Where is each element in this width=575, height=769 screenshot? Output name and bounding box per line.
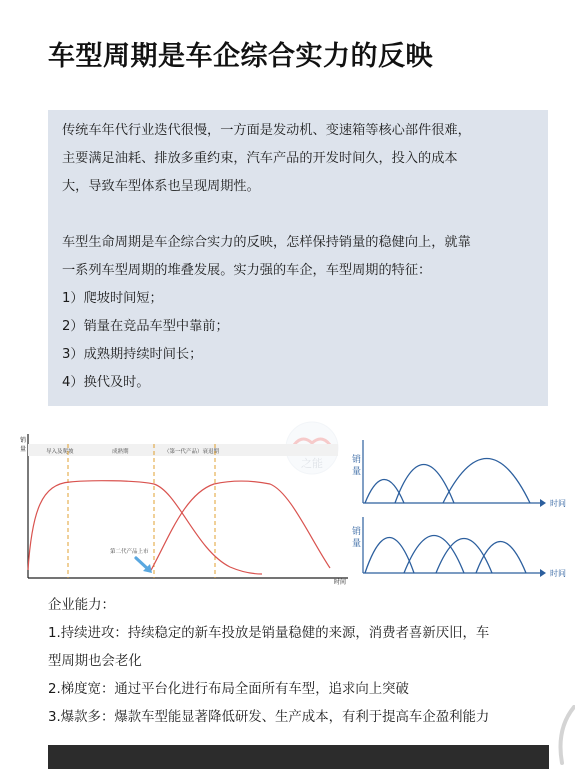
cycle-arc [404, 536, 464, 574]
cycle-arc [365, 480, 404, 504]
callout-line: 一系列车型周期的堆叠发展。实力强的车企，车型周期的特征： [62, 263, 432, 278]
y-axis-label-bottom: 量 [20, 446, 27, 453]
first-generation-curve [28, 481, 262, 574]
callout-list-item: 3）成熟期持续时间长； [62, 347, 203, 362]
ability-item: 型周期也会老化 [48, 654, 142, 669]
x-axis-label: 时间 [550, 569, 566, 578]
axis-arrow-icon [540, 569, 546, 577]
y-axis-label-bottom: 量 [352, 467, 362, 477]
cycle-arc [395, 465, 454, 504]
axis-arrow-icon [540, 499, 546, 507]
callout-list-item: 2）销量在竞品车型中靠前； [62, 319, 229, 334]
lifecycle-figure [18, 410, 575, 585]
phase-label-intro: 导入及爬坡 [46, 449, 74, 455]
y-axis-label-top: 销 [352, 455, 362, 465]
summary-callout [48, 110, 548, 406]
x-axis-label: 时间 [334, 579, 347, 585]
ability-heading: 企业能力： [48, 598, 115, 613]
cycle-arc [443, 459, 530, 504]
y-axis-label-bottom: 量 [352, 539, 362, 549]
stacked-cycle-chart-top [352, 440, 566, 508]
x-axis-label: 时间 [550, 499, 566, 508]
y-axis-label-top: 销 [352, 527, 362, 537]
callout-list-item: 4）换代及时。 [62, 375, 150, 390]
decorative-swoosh [552, 705, 575, 765]
lifecycle-svg [18, 410, 575, 585]
ability-item: 2.梯度宽：通过平台化进行布局全面所有车型，追求向上突破 [48, 682, 409, 697]
second-generation-curve [150, 481, 330, 572]
callout-line: 传统车年代行业迭代很慢，一方面是发动机、变速箱等核心部件很难， [62, 123, 471, 138]
ability-item: 1.持续进攻：持续稳定的新车投放是销量稳健的来源，消费者喜新厌旧，车 [48, 626, 490, 641]
callout-list-item: 1）爬坡时间短； [62, 291, 163, 306]
callout-line: 大，导致车型体系也呈现周期性。 [62, 179, 260, 194]
phase-label-mature: 成熟期 [112, 449, 129, 455]
callout-line: 主要满足油耗、排放多重约束，汽车产品的开发时间久，投入的成本 [62, 151, 458, 166]
watermark-text: 之能 [301, 457, 323, 470]
y-axis-label-top: 销 [20, 437, 27, 444]
page-title: 车型周期是车企综合实力的反映 [48, 41, 433, 72]
callout-line: 车型生命周期是车企综合实力的反映，怎样保持销量的稳健向上，就靠 [62, 235, 471, 250]
second-gen-launch-label: 第二代产品上市 [110, 549, 149, 555]
footer-bar [48, 745, 549, 769]
stacked-cycle-chart-bottom [352, 517, 566, 578]
phase-label-decline: （第一代产品）衰退期 [164, 449, 220, 455]
cycle-arc [476, 542, 526, 574]
ability-item: 3.爆款多：爆款车型能显著降低研发、生产成本，有利于提高车企盈利能力 [48, 710, 490, 725]
